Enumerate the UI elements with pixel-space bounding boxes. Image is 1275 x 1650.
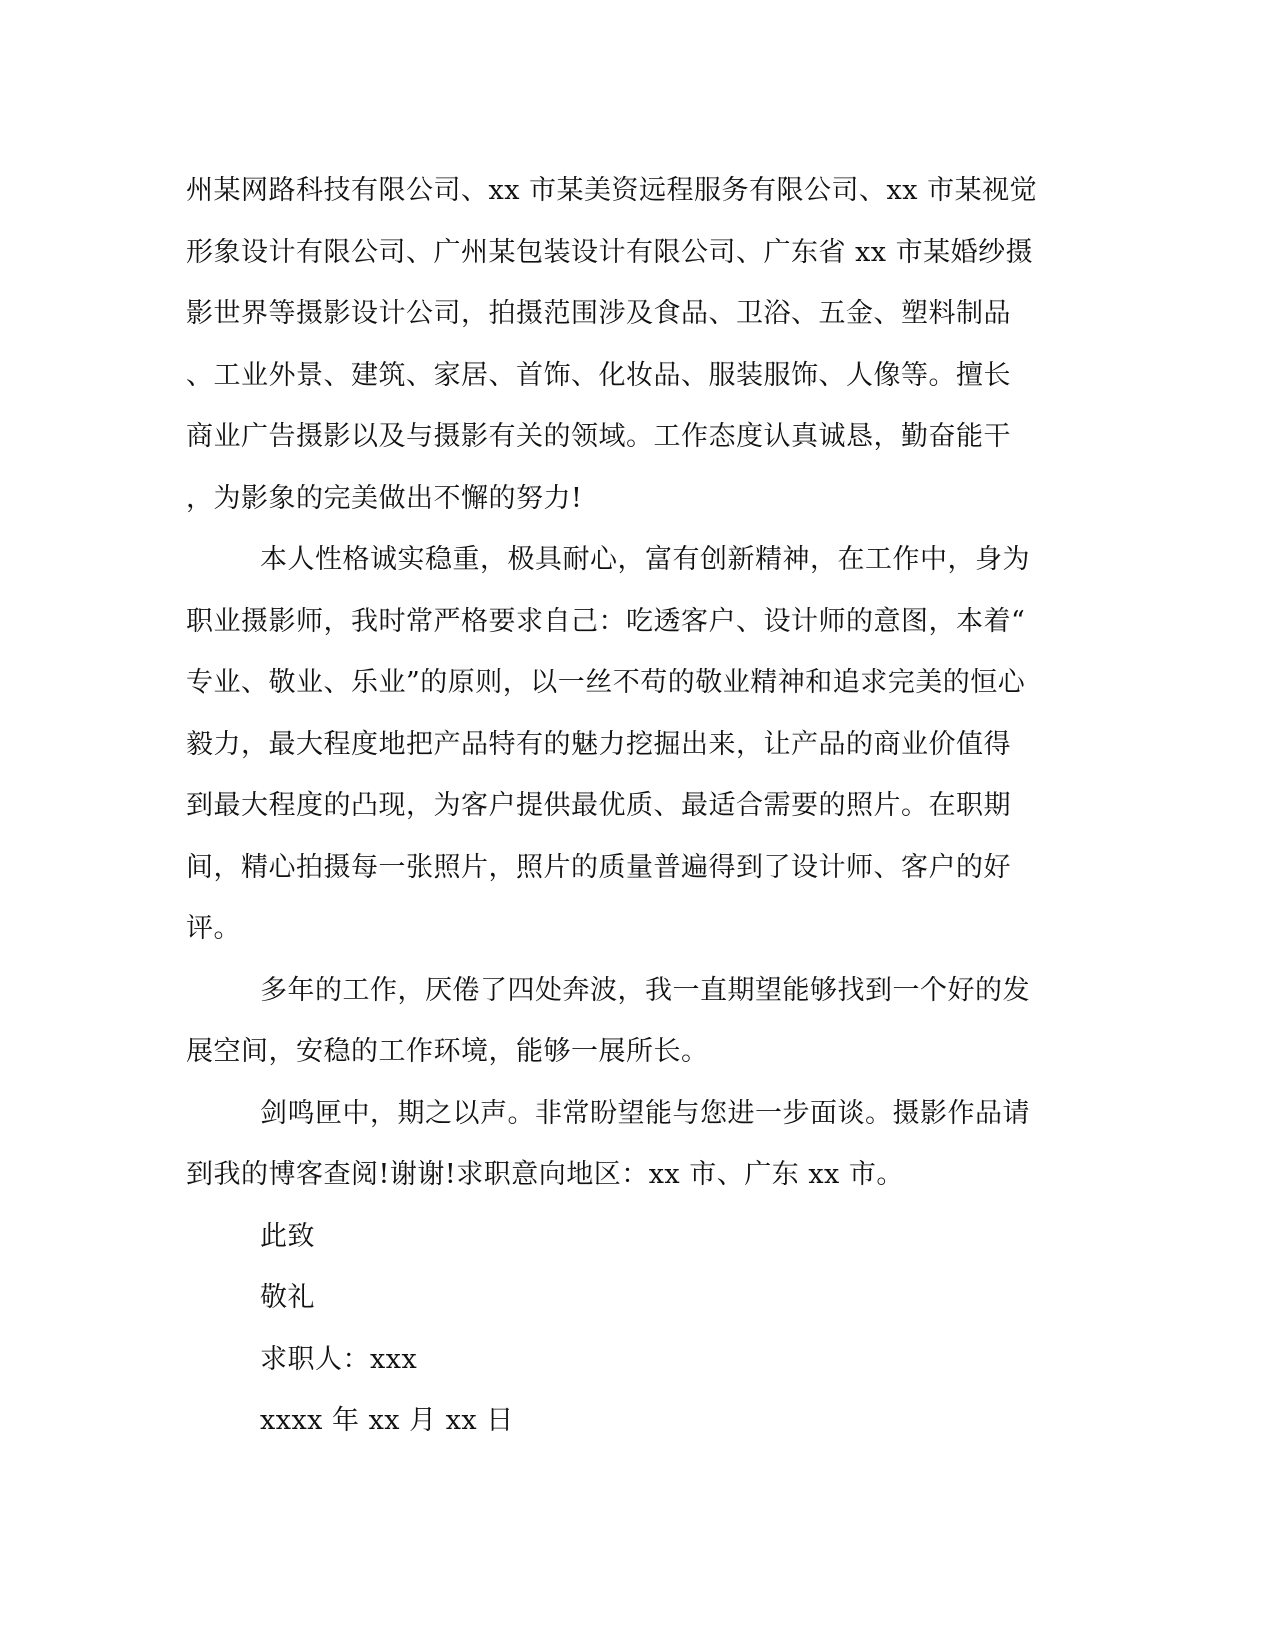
paragraph-start-line: 剑鸣匣中，期之以声。非常盼望能与您进一步面谈。摄影作品请 <box>260 1097 1030 1129</box>
body-line: ，为影象的完美做出不懈的努力! <box>186 482 583 514</box>
body-line: 展空间，安稳的工作环境，能够一展所长。 <box>186 1036 709 1067</box>
paragraph-start-line: 多年的工作，厌倦了四处奔波，我一直期望能够找到一个好的发 <box>260 974 1030 1006</box>
paragraph-start-line: 本人性格诚实稳重，极具耐心，富有创新精神，在工作中，身为 <box>260 544 1030 575</box>
body-line: 专业、敬业、乐业”的原则，以一丝不苟的敬业精神和追求完美的恒心 <box>186 667 1026 698</box>
salutation: 敬礼 <box>260 1282 315 1313</box>
applicant-signature: 求职人：xxx <box>260 1343 418 1375</box>
body-line: 到最大程度的凸现，为客户提供最优质、最适合需要的照片。在职期 <box>186 790 1011 821</box>
body-line: 形象设计有限公司、广州某包装设计有限公司、广东省 xx 市某婚纱摄 <box>186 236 1034 268</box>
letter-date: xxxx 年 xx 月 xx 日 <box>260 1405 514 1436</box>
body-line: 影世界等摄影设计公司，拍摄范围涉及食品、卫浴、五金、塑料制品 <box>186 298 1011 329</box>
body-line: 间，精心拍摄每一张照片，照片的质量普遍得到了设计师、客户的好 <box>186 851 1011 883</box>
body-line: 州某网路科技有限公司、xx 市某美资远程服务有限公司、xx 市某视觉 <box>186 175 1038 206</box>
body-line: 评。 <box>186 913 241 944</box>
body-line: 商业广告摄影以及与摄影有关的领域。工作态度认真诚恳，勤奋能干 <box>186 421 1011 452</box>
body-line: 毅力，最大程度地把产品特有的魅力挖掘出来，让产品的商业价值得 <box>186 728 1011 760</box>
body-line: 、工业外景、建筑、家居、首饰、化妆品、服装服饰、人像等。擅长 <box>186 359 1011 391</box>
letter-body <box>186 160 1066 1452</box>
body-line: 到我的博客查阅!谢谢!求职意向地区：xx 市、广东 xx 市。 <box>186 1159 904 1190</box>
closing-phrase: 此致 <box>260 1220 315 1252</box>
body-line: 职业摄影师，我时常严格要求自己：吃透客户、设计师的意图，本着“ <box>186 605 1026 637</box>
